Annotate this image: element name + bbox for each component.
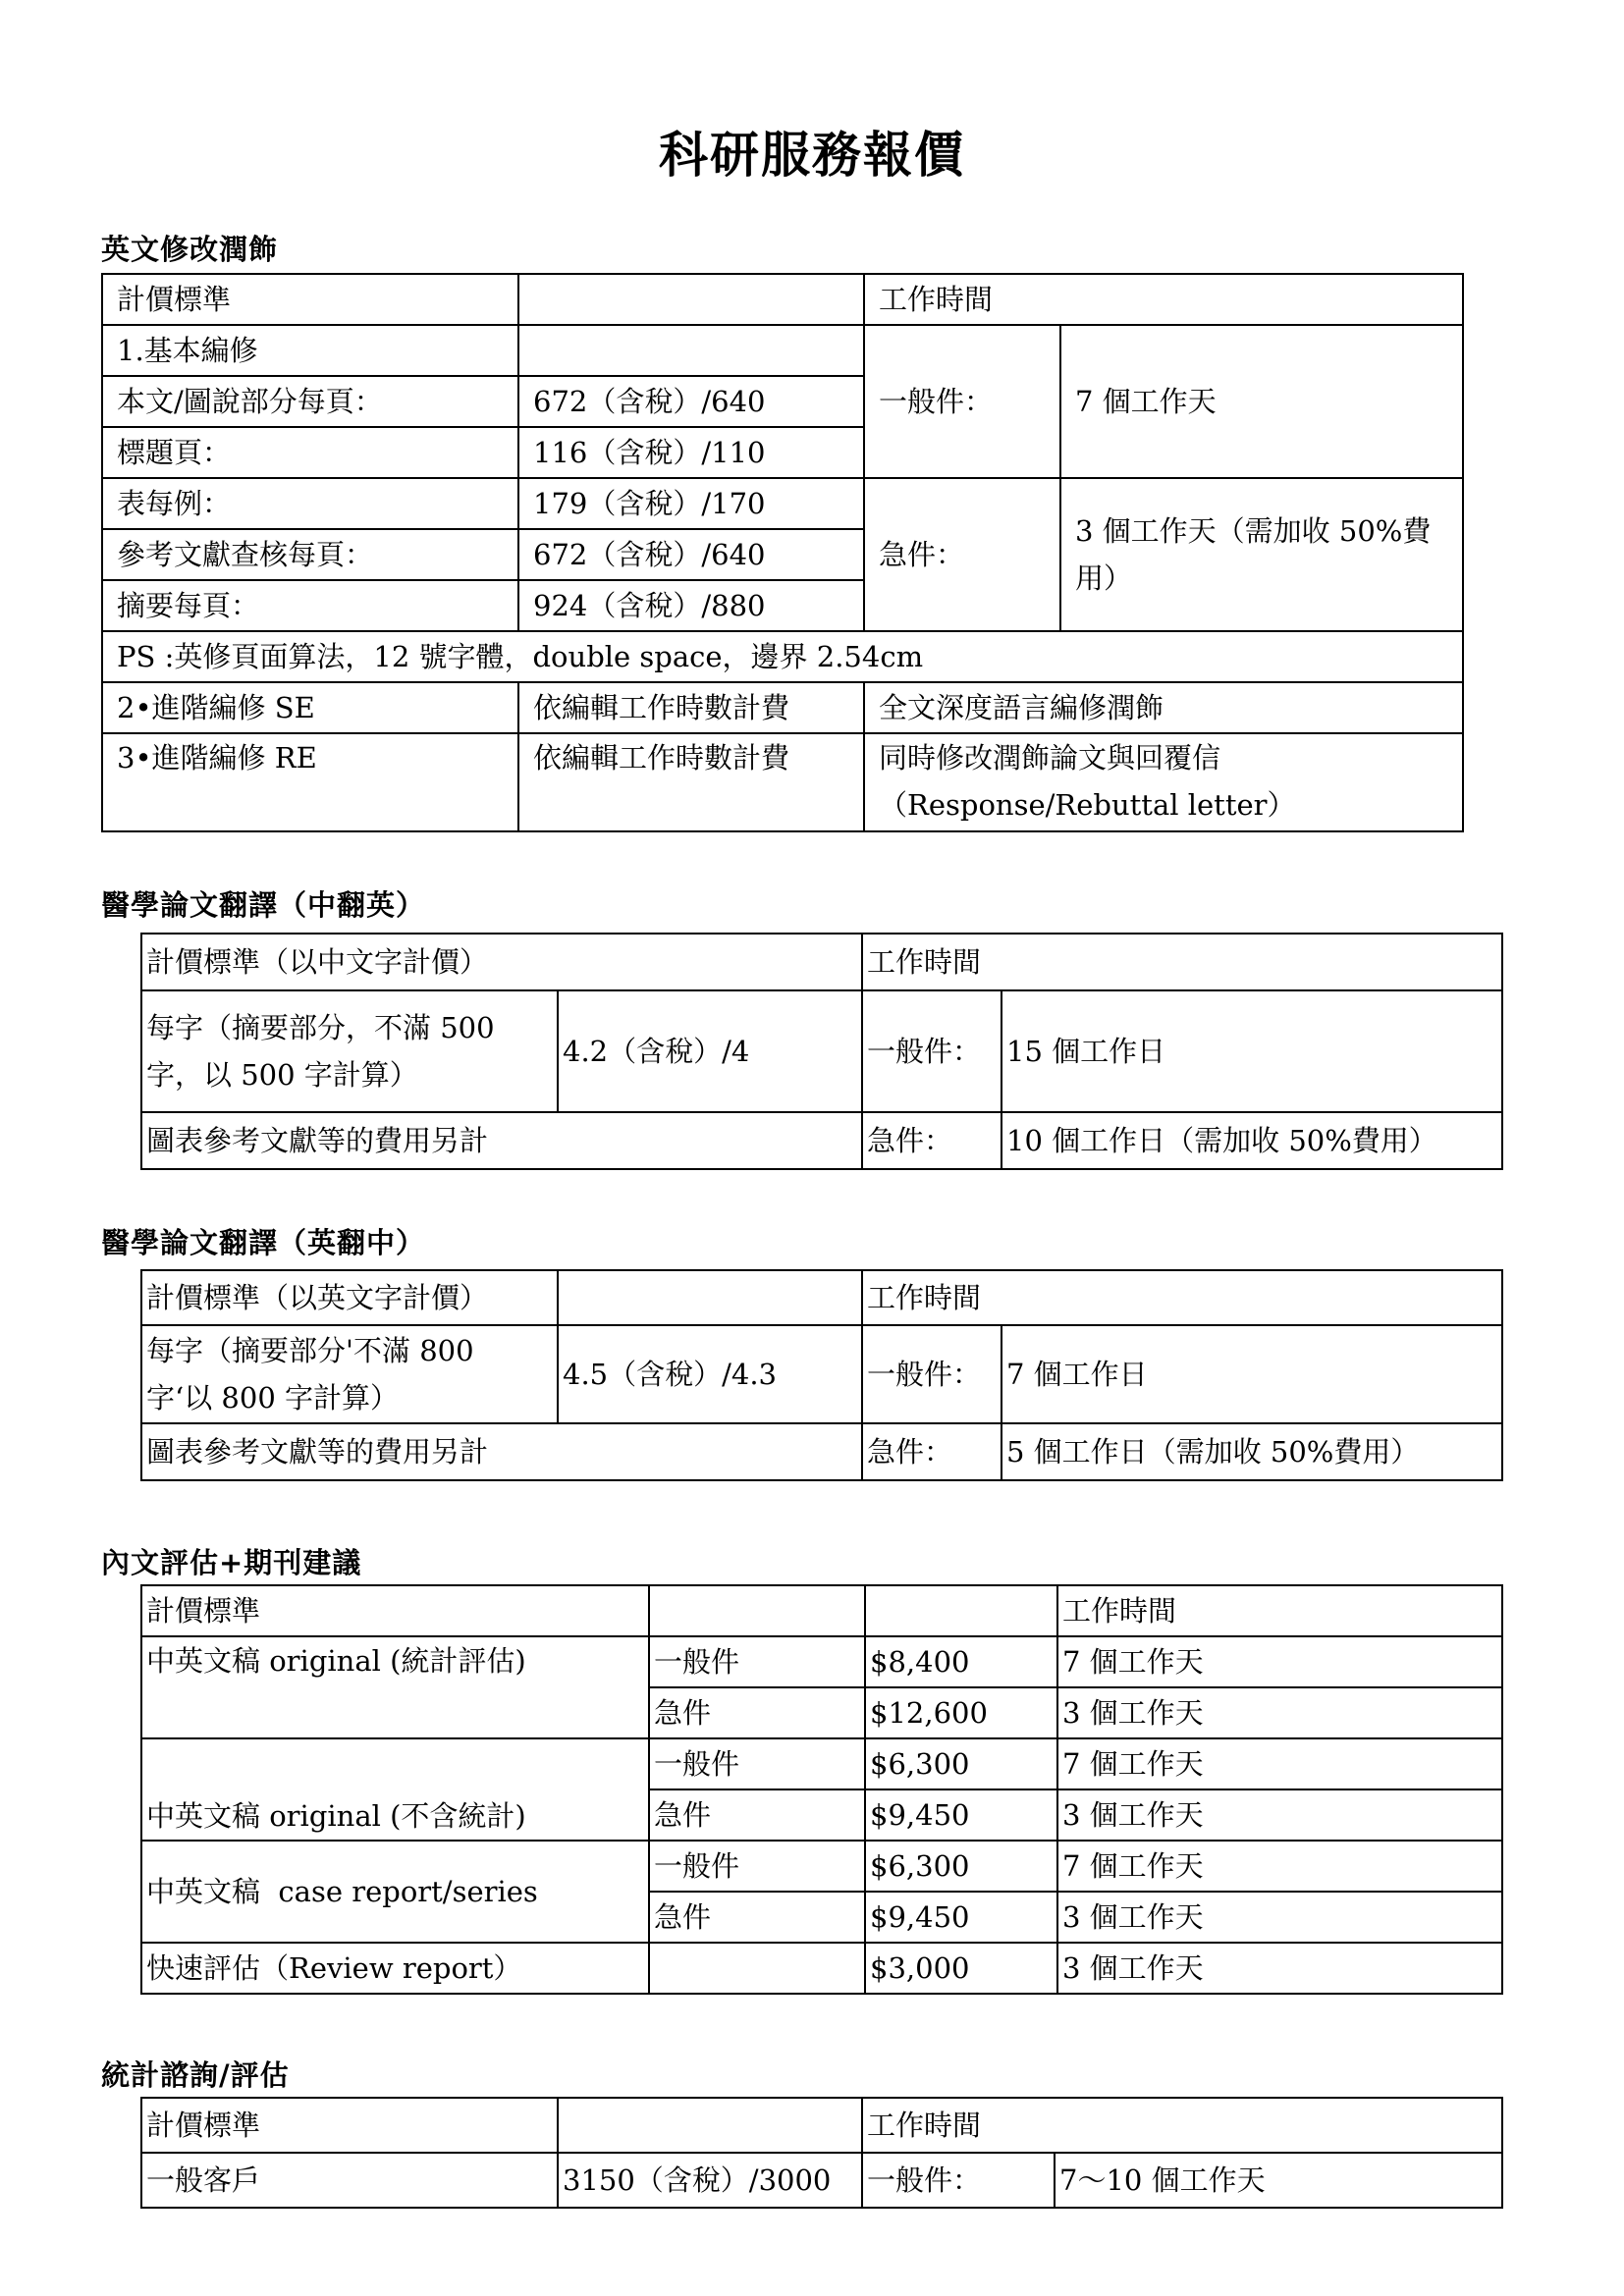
urgent-time: 10 個工作日（需加收 50%費用） — [1001, 1112, 1502, 1169]
urgent-label: 急件： — [862, 1423, 1001, 1480]
price-case-urgent: $9,450 — [865, 1892, 1057, 1943]
row-quick-review: 快速評估（Review report） — [141, 1943, 649, 1994]
price-original-nostats-normal: $6,300 — [865, 1738, 1057, 1789]
manuscript-evaluation-table — [140, 1584, 1503, 1995]
urgent-label: 急件 — [649, 1789, 865, 1841]
section-heading-manuscript-evaluation: 內文評估+期刊建議 — [101, 1546, 362, 1579]
per-word-label: 每字（摘要部分，不滿 500 字，以 500 字計算） — [141, 990, 558, 1112]
normal-time: 7 個工作天 — [1060, 325, 1463, 478]
per-word-label: 每字（摘要部分'不滿 800 字‘以 800 字計算） — [141, 1325, 558, 1423]
price-original-stats-urgent: $12,600 — [865, 1687, 1057, 1738]
re-description — [864, 733, 1463, 831]
time-original-nostats-urgent: 3 個工作天 — [1057, 1789, 1502, 1841]
re-description-line-2: （Response/Rebuttal letter） — [879, 788, 1296, 822]
header-pricing-standard: 計價標準 — [102, 274, 518, 325]
header-work-time: 工作時間 — [862, 1270, 1502, 1325]
re-description-line-1: 同時修改潤飾論文與回覆信 — [879, 741, 1221, 774]
normal-label: 一般件： — [862, 990, 1001, 1112]
se-description: 全文深度語言編修潤飾 — [864, 682, 1463, 733]
basic-editing-price-empty — [518, 325, 864, 376]
header-empty — [558, 1270, 862, 1325]
translation-zh-en-table — [140, 933, 1503, 1170]
header-empty — [558, 2098, 862, 2153]
urgent-label: 急件： — [862, 1112, 1001, 1169]
urgent-time: 5 個工作日（需加收 50%費用） — [1001, 1423, 1502, 1480]
time-original-stats-urgent: 3 個工作天 — [1057, 1687, 1502, 1738]
table-label: 表每例： — [102, 478, 518, 529]
reference-price: 672（含稅）/640 — [518, 529, 864, 580]
body-page-price: 672（含稅）/640 — [518, 376, 864, 427]
client-label: 一般客戶 — [141, 2153, 558, 2208]
abstract-price: 924（含稅）/880 — [518, 580, 864, 631]
section-heading-statistics: 統計諮詢/評估 — [101, 2058, 290, 2092]
normal-label: 一般件 — [649, 1738, 865, 1789]
section-heading-translation-en-zh: 醫學論文翻譯（英翻中） — [101, 1226, 426, 1259]
header-pricing-standard: 計價標準（以英文字計價） — [141, 1270, 558, 1325]
row-original-with-stats: 中英文稿 original (統計評估) — [141, 1636, 649, 1738]
basic-editing-label: 1.基本編修 — [102, 325, 518, 376]
re-price: 依編輯工作時數計費 — [518, 733, 864, 831]
reference-label: 參考文獻查核每頁： — [102, 529, 518, 580]
re-label: 3•進階編修 RE — [102, 733, 518, 831]
se-price: 依編輯工作時數計費 — [518, 682, 864, 733]
header-work-time: 工作時間 — [862, 2098, 1502, 2153]
header-work-time: 工作時間 — [1057, 1585, 1502, 1636]
header-empty-1 — [649, 1585, 865, 1636]
price-original-stats-normal: $8,400 — [865, 1636, 1057, 1687]
time-case-urgent: 3 個工作天 — [1057, 1892, 1502, 1943]
client-price: 3150（含稅）/3000 — [558, 2153, 862, 2208]
header-empty-2 — [865, 1585, 1057, 1636]
body-page-label: 本文/圖說部分每頁： — [102, 376, 518, 427]
per-word-price: 4.2（含稅）/4 — [558, 990, 862, 1112]
urgent-label: 急件 — [649, 1892, 865, 1943]
statistics-table — [140, 2097, 1503, 2209]
header-pricing-standard: 計價標準 — [141, 1585, 649, 1636]
normal-label: 一般件 — [649, 1636, 865, 1687]
header-empty — [518, 274, 864, 325]
section-heading-english-editing: 英文修改潤飾 — [101, 233, 279, 266]
row-original-no-stats: 中英文稿 original (不含統計) — [141, 1738, 649, 1841]
per-word-price: 4.5（含稅）/4.3 — [558, 1325, 862, 1423]
header-pricing-standard: 計價標準（以中文字計價） — [141, 934, 862, 990]
se-label: 2•進階編修 SE — [102, 682, 518, 733]
normal-label: 一般件： — [862, 2153, 1055, 2208]
normal-time: 7 個工作日 — [1001, 1325, 1502, 1423]
urgent-label: 急件 — [649, 1687, 865, 1738]
urgent-time: 3 個工作天（需加收 50%費用） — [1060, 478, 1463, 631]
normal-time: 15 個工作日 — [1001, 990, 1502, 1112]
price-quick-review: $3,000 — [865, 1943, 1057, 1994]
row-case-report: 中英文稿 case report/series — [141, 1841, 649, 1943]
header-work-time: 工作時間 — [864, 274, 1463, 325]
header-work-time: 工作時間 — [862, 934, 1502, 990]
extra-fee-note: 圖表參考文獻等的費用另計 — [141, 1423, 862, 1480]
time-original-nostats-normal: 7 個工作天 — [1057, 1738, 1502, 1789]
normal-label: 一般件： — [864, 325, 1060, 478]
normal-label: 一般件 — [649, 1841, 865, 1892]
time-quick-review: 3 個工作天 — [1057, 1943, 1502, 1994]
translation-en-zh-table — [140, 1269, 1503, 1481]
normal-label: 一般件： — [862, 1325, 1001, 1423]
page-title: 科研服務報價 — [659, 126, 965, 184]
title-page-price: 116（含稅）/110 — [518, 427, 864, 478]
extra-fee-note: 圖表參考文獻等的費用另計 — [141, 1112, 862, 1169]
quick-review-empty — [649, 1943, 865, 1994]
normal-time: 7～10 個工作天 — [1055, 2153, 1502, 2208]
section-heading-translation-zh-en: 醫學論文翻譯（中翻英） — [101, 888, 426, 922]
title-page-label: 標題頁： — [102, 427, 518, 478]
price-case-normal: $6,300 — [865, 1841, 1057, 1892]
header-pricing-standard: 計價標準 — [141, 2098, 558, 2153]
abstract-label: 摘要每頁： — [102, 580, 518, 631]
english-editing-table — [101, 273, 1464, 832]
time-case-normal: 7 個工作天 — [1057, 1841, 1502, 1892]
time-original-stats-normal: 7 個工作天 — [1057, 1636, 1502, 1687]
ps-note: PS :英修頁面算法，12 號字體，double space，邊界 2.54cm — [102, 631, 1463, 682]
price-original-nostats-urgent: $9,450 — [865, 1789, 1057, 1841]
urgent-label: 急件： — [864, 478, 1060, 631]
table-price: 179（含稅）/170 — [518, 478, 864, 529]
